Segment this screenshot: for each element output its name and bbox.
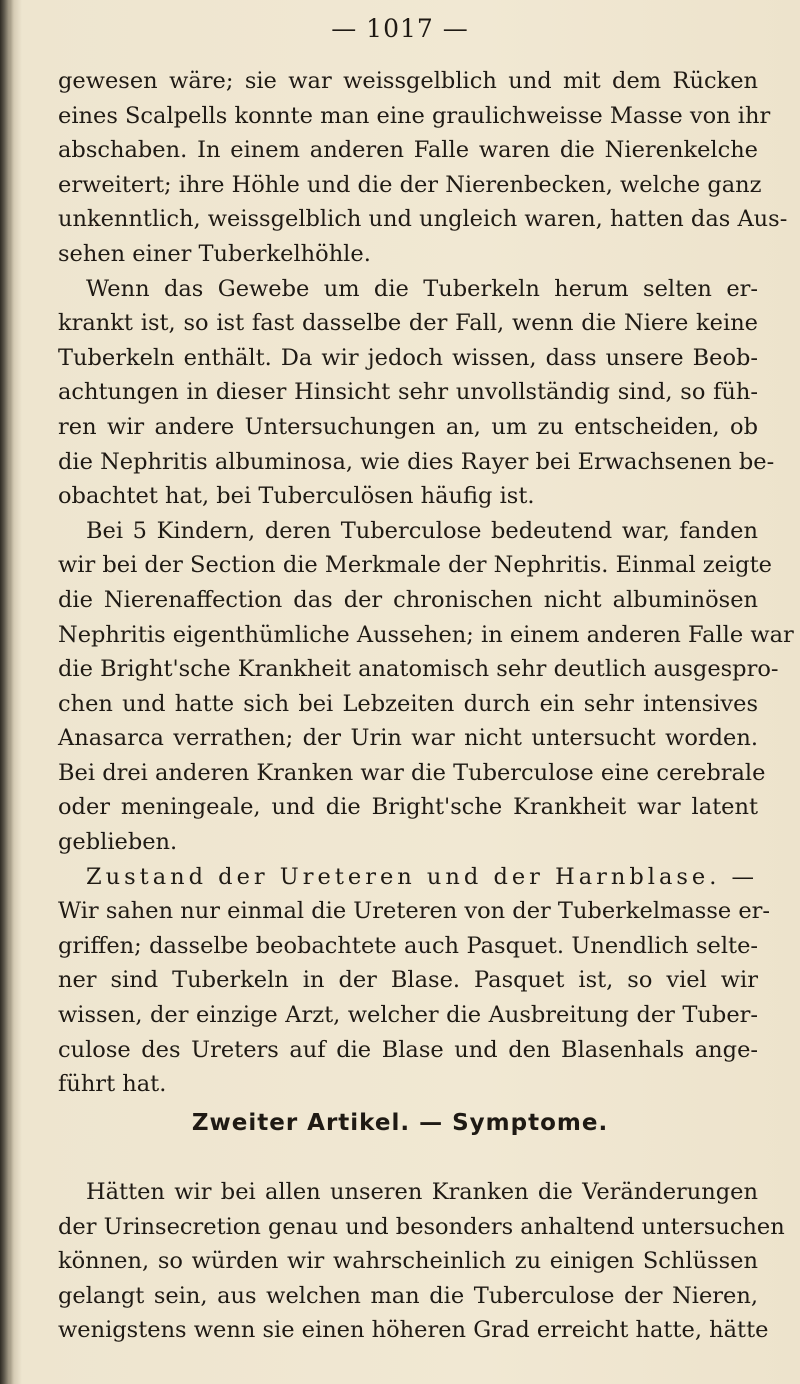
text-line: gelangt sein, aus welchen man die Tuberculose der Nieren, — [58, 1282, 758, 1309]
body-text-top — [58, 64, 794, 1102]
text-line: Tuberkeln enthält. Da wir jedoch wissen, dass unsere Beob- — [58, 344, 758, 371]
text-line: Anasarca verrathen; der Urin war nicht untersucht worden. — [58, 725, 758, 752]
text-line: unkenntlich, weissgelblich und ungleich waren, hatten das Aus- — [58, 206, 788, 233]
binding-edge — [0, 0, 14, 1384]
text-line: wir bei der Section die Merkmale der Nephritis. Einmal zeigte — [58, 552, 772, 579]
text-line: eines Scalpells konnte man eine graulichweisse Masse von ihr — [58, 102, 771, 129]
text-line: Nephritis eigenthümliche Aussehen; in einem anderen Falle war — [58, 621, 794, 648]
text-line: abschaben. In einem anderen Falle waren die Nierenkelche — [58, 137, 758, 164]
text-line: ren wir andere Untersuchungen an, um zu entscheiden, ob — [58, 413, 758, 440]
text-line: oder meningeale, und die Bright'sche Krankheit war latent — [58, 794, 758, 821]
text-line: die Bright'sche Krankheit anatomisch sehr deutlich ausgespro- — [58, 656, 779, 683]
text-line: sehen einer Tuberkelhöhle. — [58, 240, 371, 267]
page-number-header: — 1017 — — [331, 14, 469, 43]
text-line: gewesen wäre; sie war weissgelblich und mit dem Rücken — [58, 68, 758, 94]
subsection-heading: Zustand der Ureteren und der Harnblase. — — [86, 863, 759, 890]
text-line: Wir sahen nur einmal die Ureteren von der Tuberkelmasse er- — [58, 898, 771, 925]
text-line: Bei drei anderen Kranken war die Tuberculose eine cerebrale — [58, 759, 766, 786]
section-heading: Zweiter Artikel. — Symptome. — [191, 1110, 609, 1136]
body-text-bottom — [58, 1175, 785, 1348]
text-line: die Nierenaffection das der chronischen nicht albuminösen — [58, 586, 758, 613]
text-line: ner sind Tuberkeln in der Blase. Pasquet ist, so viel wir — [58, 967, 758, 994]
text-line: die Nephritis albuminosa, wie dies Rayer bei Erwachsenen be- — [58, 448, 775, 475]
text-line: griffen; dasselbe beobachtete auch Pasquet. Unendlich selte- — [58, 932, 758, 959]
text-line: Bei 5 Kindern, deren Tuberculose bedeutend war, fanden — [86, 517, 758, 544]
text-line: chen und hatte sich bei Lebzeiten durch ein sehr intensives — [58, 690, 758, 717]
text-line: führt hat. — [58, 1071, 167, 1098]
text-line: achtungen in dieser Hinsicht sehr unvollständig sind, so füh- — [58, 379, 758, 406]
text-line: können, so würden wir wahrscheinlich zu einigen Schlüssen — [58, 1248, 758, 1275]
text-line: Wenn das Gewebe um die Tuberkeln herum selten er- — [86, 275, 758, 302]
text-line: obachtet hat, bei Tuberculösen häufig ist. — [58, 483, 535, 510]
text-line: der Urinsecretion genau und besonders anhaltend untersuchen — [58, 1213, 785, 1240]
text-line: erweitert; ihre Höhle und die der Nierenbecken, welche ganz — [58, 171, 762, 198]
text-line: Hätten wir bei allen unseren Kranken die Veränderungen — [86, 1179, 758, 1205]
text-line: krankt ist, so ist fast dasselbe der Fall, wenn die Niere keine — [58, 310, 758, 337]
text-line: geblieben. — [58, 829, 178, 856]
text-line: wenigstens wenn sie einen höheren Grad erreicht hatte, hätte — [58, 1317, 769, 1344]
text-line: culose des Ureters auf die Blase und den Blasenhals ange- — [58, 1036, 758, 1063]
text-line: wissen, der einzige Arzt, welcher die Ausbreitung der Tuber- — [58, 1002, 758, 1029]
